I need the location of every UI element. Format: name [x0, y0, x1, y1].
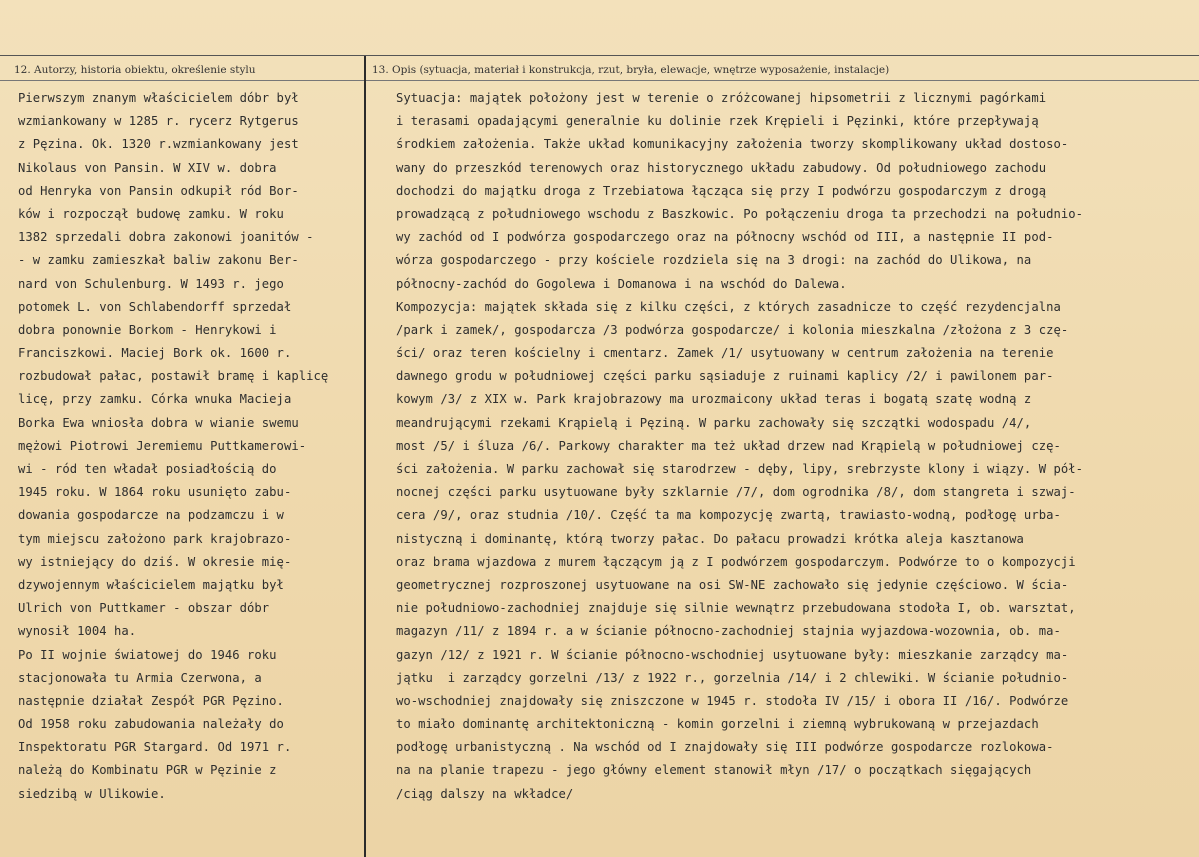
text-line: następnie działał Zespół PGR Pęzino.	[18, 693, 284, 708]
text-line: jątku i zarządcy gorzelni /13/ z 1922 r., gorzelnia /14/ i 2 chlewiki. W ścianie południo-	[396, 670, 1069, 685]
section-12-header: 12. Autorzy, historia obiektu, określenie stylu	[14, 64, 256, 76]
text-line: wzmiankowany w 1285 r. rycerz Rytgerus	[18, 114, 299, 129]
text-line: wynosił 1004 ha.	[18, 624, 137, 639]
text-line: - w zamku zamieszkał baliw zakonu Ber-	[18, 253, 299, 268]
text-line: Pierwszym znanym właścicielem dóbr był	[18, 91, 299, 105]
text-line: prowadzącą z południowego wschodu z Baszkowic. Po połączeniu droga ta przechodzi na południo-	[396, 206, 1084, 221]
text-line: 1945 roku. W 1864 roku usunięto zabu-	[18, 485, 292, 500]
text-line: wy istniejący do dziś. W okresie mię-	[18, 554, 292, 569]
text-line: nard von Schulenburg. W 1493 r. jego	[18, 276, 284, 291]
text-line: stacjonowała tu Armia Czerwona, a	[18, 670, 262, 685]
text-line: Sytuacja: majątek położony jest w terenie o zróżcowanej hipsometrii z licznymi pagórkami	[396, 91, 1047, 105]
text-line: od Henryka von Pansin odkupił ród Bor-	[18, 183, 299, 198]
text-line: Kompozycja: majątek składa się z kilku części, z których zasadnicze to część rezydencjalna	[396, 299, 1061, 314]
text-line: dawnego grodu w południowej części parku sąsiaduje z ruinami kaplicy /2/ i pawilonem par-	[396, 369, 1054, 384]
text-line: dobra ponownie Borkom - Henrykowi i	[18, 322, 277, 337]
text-line: ści założenia. W parku zachował się starodrzew - dęby, lipy, srebrzyste klony i wiązy. W pół-	[396, 462, 1084, 476]
column-divider	[364, 56, 366, 857]
text-line: oraz brama wjazdowa z murem łączącym ją z I podwórzem gospodarczym. Podwórze to o kompozycji	[396, 554, 1076, 569]
text-line: /park i zamek/, gospodarcza /3 podwórza gospodarcze/ i kolonia mieszkalna /złożona z 3 czę-	[396, 322, 1069, 337]
text-line: Franciszkowi. Maciej Bork ok. 1600 r.	[18, 346, 292, 361]
header-underline	[0, 80, 1199, 81]
text-line: Nikolaus von Pansin. W XIV w. dobra	[18, 160, 277, 175]
text-line: dzywojennym właścicielem majątku był	[18, 577, 284, 592]
text-line: kowym /3/ z XIX w. Park krajobrazowy ma urozmaicony układ teras i bogatą szatę wodną z	[396, 392, 1032, 407]
text-line: tym miejscu założono park krajobrazo-	[18, 531, 292, 546]
text-line: potomek L. von Schlabendorff sprzedał	[18, 299, 292, 314]
text-line: dochodzi do majątku droga z Trzebiatowa łącząca się przy I podwórzu gospodarczym z drogą	[396, 183, 1047, 198]
header-rule	[0, 55, 1199, 56]
text-line: mężowi Piotrowi Jeremiemu Puttkamerowi-	[18, 438, 307, 453]
text-line: wi - ród ten władał posiadłością do	[18, 462, 277, 476]
text-line: Po II wojnie światowej do 1946 roku	[18, 647, 277, 662]
text-line: Ulrich von Puttkamer - obszar dóbr	[18, 601, 270, 616]
text-line: siedzibą w Ulikowie.	[18, 786, 166, 801]
text-line: meandrującymi rzekami Krąpielą i Pęziną. W parku zachowały się szczątki wodospadu /4/,	[396, 415, 1032, 430]
text-line: ści/ oraz teren kościelny i cmentarz. Zamek /1/ usytuowany w centrum założenia na terenie	[396, 346, 1054, 361]
text-line: Od 1958 roku zabudowania należały do	[18, 717, 284, 732]
history-text	[18, 87, 363, 806]
text-line: 1382 sprzedali dobra zakonowi joanitów -	[18, 230, 314, 245]
section-13-header: 13. Opis (sytuacja, materiał i konstrukcja, rzut, bryła, elewacje, wnętrze wyposażenie, instalacje)	[372, 64, 890, 76]
text-line: cera /9/, oraz studnia /10/. Część ta ma kompozycję zwartą, trawiasto-wodną, podłogę urba-	[396, 508, 1061, 523]
text-line: dowania gospodarcze na podzamczu i w	[18, 508, 284, 523]
text-line: nocnej części parku usytuowane były szklarnie /7/, dom ogrodnika /8/, dom stangreta i szwaj-	[396, 485, 1076, 500]
text-line: wany do przeszkód terenowych oraz historycznego układu zabudowy. Od południowego zachodu	[396, 160, 1047, 175]
text-line: geometrycznej rozproszonej usytuowane na osi SW-NE zachowało się jedynie częściowo. W ścia-	[396, 577, 1069, 592]
text-line: środkiem założenia. Także układ komunikacyjny założenia tworzy skomplikowany układ dostoso-	[396, 137, 1069, 152]
text-line: wy zachód od I podwórza gospodarczego oraz na północny wschód od III, a następnie II pod-	[396, 230, 1054, 245]
text-line: magazyn /11/ z 1894 r. a w ścianie północno-zachodniej stajnia wyjazdowa-wozownia, ob. ma-	[396, 624, 1061, 639]
text-line: licę, przy zamku. Córka wnuka Macieja	[18, 392, 292, 407]
text-line: należą do Kombinatu PGR w Pęzinie z	[18, 763, 277, 778]
text-line: wórza gospodarczego - przy kościele rozdziela się na 3 drogi: na zachód do Ulikowa, na	[396, 253, 1032, 268]
text-line: z Pęzina. Ok. 1320 r.wzmiankowany jest	[18, 137, 299, 152]
text-line: gazyn /12/ z 1921 r. W ścianie północno-wschodniej usytuowane były: mieszkanie zarządcy ma-	[396, 647, 1069, 662]
text-line: na na planie trapezu - jego główny element stanowił młyn /17/ o początkach sięgających	[396, 763, 1032, 778]
text-line: nie południowo-zachodniej znajduje się silnie wewnątrz przebudowana stodoła I, ob. warsztat,	[396, 601, 1076, 616]
text-line: podłogę urbanistyczną . Na wschód od I znajdowały się III podwórze gospodarcze rozlokowa-	[396, 740, 1054, 755]
text-line: to miało dominantę architektoniczną - komin gorzelni i ziemną wybrukowaną w przejazdach	[396, 717, 1039, 732]
text-line: nistyczną i dominantę, którą tworzy pałac. Do pałacu prowadzi krótka aleja kasztanowa	[396, 531, 1024, 546]
text-line: most /5/ i śluza /6/. Parkowy charakter ma też układ drzew nad Krąpielą w południowej czę-	[396, 438, 1061, 453]
text-line: północny-zachód do Gogolewa i Domanowa i na wschód do Dalewa.	[396, 276, 847, 291]
text-line: wo-wschodniej znajdowały się zniszczone w 1945 r. stodoła IV /15/ i obora II /16/. Podwórze	[396, 693, 1069, 708]
text-line: ków i rozpoczął budowę zamku. W roku	[18, 206, 284, 221]
text-line: Inspektoratu PGR Stargard. Od 1971 r.	[18, 740, 292, 755]
text-line: /ciąg dalszy na wkładce/	[396, 786, 574, 801]
text-line: i terasami opadającymi generalnie ku dolinie rzek Krępieli i Pęzinki, które przepływają	[396, 114, 1039, 129]
description-text	[396, 87, 1196, 806]
text-line: rozbudował pałac, postawił bramę i kaplicę	[18, 369, 329, 384]
text-line: Borka Ewa wniosła dobra w wianie swemu	[18, 415, 299, 430]
